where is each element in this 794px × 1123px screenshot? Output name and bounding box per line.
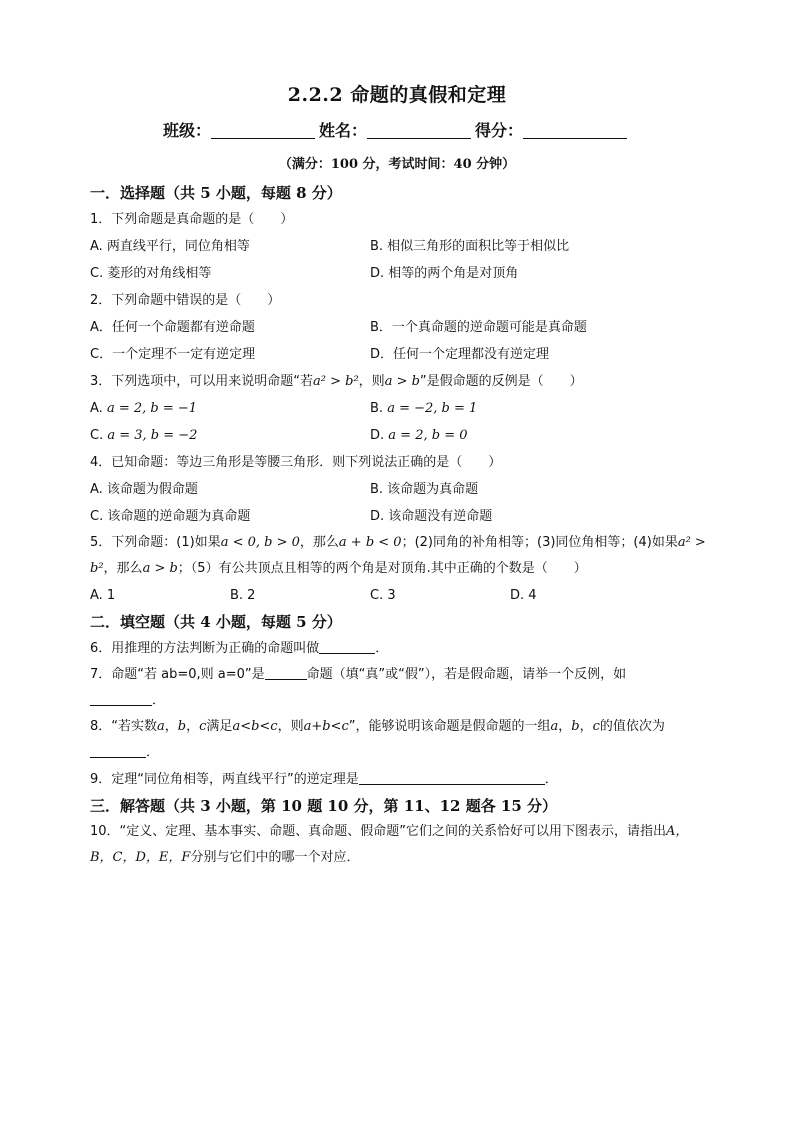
question-8-conclusion: a+b<c (303, 719, 349, 734)
class-label: 班级： (162, 121, 211, 140)
question-5-math-1: a < 0, b > 0 (220, 535, 300, 550)
question-7-text-a: 7．命题“若 ab=0,则 a=0”是 (90, 667, 265, 682)
question-5-math-4: a > b (142, 561, 178, 576)
question-10-vars: A，B，C，D，E，F (90, 824, 689, 865)
question-2-options-row-1 (90, 314, 710, 341)
question-2-stem: 2．下列命题中错误的是（ ） (90, 293, 281, 308)
question-3-math-premise: a² > b² (313, 374, 359, 389)
question-5-math-3: a² > b² (90, 535, 706, 576)
question-5-option-a[interactable]: A. 1 (90, 588, 116, 603)
question-4-options-row-1 (90, 476, 710, 503)
question-5-math-2: a + b < 0 (338, 535, 402, 550)
score-blank[interactable] (523, 120, 627, 139)
question-3-option-d[interactable] (370, 422, 650, 449)
student-info-row (0, 118, 794, 141)
question-8-blank[interactable] (90, 743, 146, 758)
question-1-option-a[interactable]: A. 两直线平行，同位角相等 (90, 239, 250, 254)
sep: ， (186, 719, 200, 734)
question-8-text-c: ，则 (277, 719, 304, 734)
question-8-condition: a<b<c (232, 719, 278, 734)
question-5-stem (90, 530, 710, 582)
option-b-math: a = −2, b = 1 (387, 401, 478, 416)
question-6 (90, 635, 710, 662)
question-7-blank-1[interactable] (265, 665, 307, 680)
var-c: c (592, 719, 600, 734)
question-7 (90, 662, 710, 714)
question-5-option-c[interactable]: C. 3 (370, 588, 396, 603)
question-3-text-c: ”是假命题的反例是（ ） (419, 374, 583, 389)
question-10-line-1: 10．“定义、定理、基本事实、命题、真命题、假命题”它们之间的关系恰好可以用下图表示，请指出 (90, 824, 667, 839)
question-4-options-row-2 (90, 503, 710, 530)
question-4-option-a[interactable]: A. 该命题为假命题 (90, 482, 198, 497)
sep: ， (558, 719, 572, 734)
question-4-option-c[interactable]: C. 该命题的逆命题为真命题 (90, 509, 251, 524)
question-10 (90, 819, 710, 871)
option-d-label: D. (370, 428, 385, 443)
question-8-text-d: ”，能够说明该命题是假命题的一组 (348, 719, 551, 734)
var-a: a (157, 719, 165, 734)
question-9-text: 9．定理“同位角相等，两直线平行”的逆定理是 (90, 772, 359, 787)
section-answer-heading: 三．解答题（共 3 小题，第 10 题 10 分，第 11、12 题各 15 分） (90, 797, 558, 815)
question-8-text-b: 满足 (206, 719, 233, 734)
question-3-options-row-2 (90, 422, 710, 449)
question-5-text-5: ；（5）有公共顶点且相等的两个角是对顶角.其中正确的个数是（ ） (177, 561, 587, 576)
question-5-text-2: ，那么 (299, 535, 339, 550)
question-1-option-d[interactable]: D. 相等的两个角是对顶角 (370, 266, 519, 281)
question-3-math-conclusion: a > b (384, 374, 420, 389)
question-5-option-d[interactable]: D. 4 (510, 588, 537, 603)
option-c-math: a = 3, b = −2 (107, 428, 198, 443)
question-6-blank[interactable] (319, 639, 375, 654)
question-9 (90, 766, 710, 793)
question-5-option-b[interactable]: B. 2 (230, 588, 256, 603)
question-1-options-row-2 (90, 260, 710, 287)
question-2-option-a[interactable]: A．任何一个命题都有逆命题 (90, 320, 255, 335)
question-2-option-c[interactable]: C．一个定理不一定有逆定理 (90, 347, 256, 362)
question-3-text-b: ，则 (358, 374, 385, 389)
question-8-end: ． (146, 745, 160, 760)
question-10-line-2: 分别与它们中的哪一个对应． (190, 850, 360, 865)
name-label: 姓名： (318, 121, 367, 140)
option-a-label: A. (90, 401, 103, 416)
question-7-blank-2[interactable] (90, 691, 152, 706)
question-3-option-a[interactable] (90, 395, 370, 422)
sep: ， (164, 719, 178, 734)
question-8 (90, 714, 710, 766)
question-5-text-4: ，那么 (103, 561, 143, 576)
question-5-text-1: 5．下列命题：(1)如果 (90, 535, 221, 550)
question-3-stem (90, 368, 710, 395)
var-c: c (199, 719, 207, 734)
score-label: 得分： (475, 121, 524, 140)
question-1-options-row-1 (90, 233, 710, 260)
section-choice-heading: 一．选择题（共 5 小题，每题 8 分） (90, 184, 342, 202)
section-fill-heading: 二．填空题（共 4 小题，每题 5 分） (90, 613, 342, 631)
option-b-label: B. (370, 401, 384, 416)
var-a: a (550, 719, 559, 734)
exam-subtitle: （满分：100 分，考试时间：40 分钟） (278, 157, 516, 172)
question-4-option-d[interactable]: D. 该命题没有逆命题 (370, 509, 493, 524)
question-1-option-b[interactable]: B. 相似三角形的面积比等于相似比 (370, 239, 570, 254)
question-5-options-row (90, 582, 710, 609)
question-3-text-a: 3．下列选项中，可以用来说明命题“若 (90, 374, 314, 389)
page-title: 2.2.2 命题的真假和定理 (287, 84, 507, 106)
question-1-stem: 1．下列命题是真命题的是（ ） (90, 212, 294, 227)
question-7-end: ． (152, 693, 166, 708)
option-d-math: a = 2, b = 0 (388, 428, 468, 443)
question-2-options-row-2 (90, 341, 710, 368)
question-4-stem: 4．已知命题：等边三角形是等腰三角形．则下列说法正确的是（ ） (90, 455, 502, 470)
question-6-end: ． (375, 641, 389, 656)
var-b: b (177, 719, 187, 734)
question-9-blank[interactable] (359, 770, 545, 785)
question-6-text: 6．用推理的方法判断为正确的命题叫做 (90, 641, 320, 656)
question-2-option-b[interactable]: B．一个真命题的逆命题可能是真命题 (370, 320, 587, 335)
question-5-text-3: ；(2)同角的补角相等；(3)同位角相等；(4)如果 (401, 535, 678, 550)
question-8-text-e: 的值依次为 (599, 719, 665, 734)
name-blank[interactable] (367, 120, 471, 139)
var-b: b (571, 719, 580, 734)
question-4-option-b[interactable]: B. 该命题为真命题 (370, 482, 479, 497)
exam-content (90, 180, 710, 871)
question-3-options-row-1 (90, 395, 710, 422)
question-7-text-b: 命题（填“真”或“假”），若是假命题，请举一个反例，如 (306, 667, 627, 682)
question-8-text-a: 8．“若实数 (90, 719, 158, 734)
question-3-option-c[interactable] (90, 422, 370, 449)
class-blank[interactable] (211, 120, 315, 139)
question-1-option-c[interactable]: C. 菱形的对角线相等 (90, 266, 212, 281)
question-2-option-d[interactable]: D．任何一个定理都没有逆定理 (370, 347, 550, 362)
question-9-end: ． (544, 772, 558, 787)
option-c-label: C. (90, 428, 104, 443)
question-3-option-b[interactable] (370, 395, 650, 422)
sep: ， (579, 719, 593, 734)
option-a-math: a = 2, b = −1 (106, 401, 198, 416)
